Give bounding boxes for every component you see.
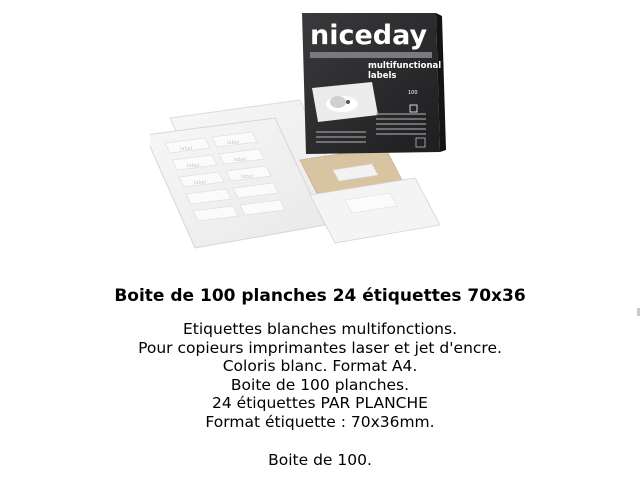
product-photo [150, 10, 470, 260]
footer-note: Boite de 100. [268, 451, 372, 469]
description-line: Coloris blanc. Format A4. [222, 357, 418, 375]
sheet-label-text: label [180, 146, 193, 152]
package-subtitle: multifunctional [368, 61, 442, 71]
product-package [302, 13, 446, 154]
package-subtitle: labels [368, 71, 397, 81]
product-description [0, 320, 640, 431]
package-count: 100 [408, 90, 418, 96]
description-line: 24 étiquettes PAR PLANCHE [212, 394, 428, 412]
sheet-label-text: label [194, 180, 207, 186]
sheet-label-text: label [241, 174, 254, 180]
sheet-label-text: label [187, 163, 200, 169]
product-title: Boite de 100 planches 24 étiquettes 70x36 [114, 286, 526, 306]
description-line: Etiquettes blanches multifonctions. [182, 320, 457, 338]
sheet-label-text: label [227, 140, 240, 146]
hand-printer-icon [326, 96, 358, 112]
description-line: Pour copieurs imprimantes laser et jet d'encre. [138, 338, 502, 357]
package-brand: niceday [310, 20, 428, 51]
description-line: Boite de 100 planches. [230, 375, 410, 394]
sheet-label-text: label [234, 157, 247, 163]
description-line: Format étiquette : 70x36mm. [205, 412, 435, 431]
